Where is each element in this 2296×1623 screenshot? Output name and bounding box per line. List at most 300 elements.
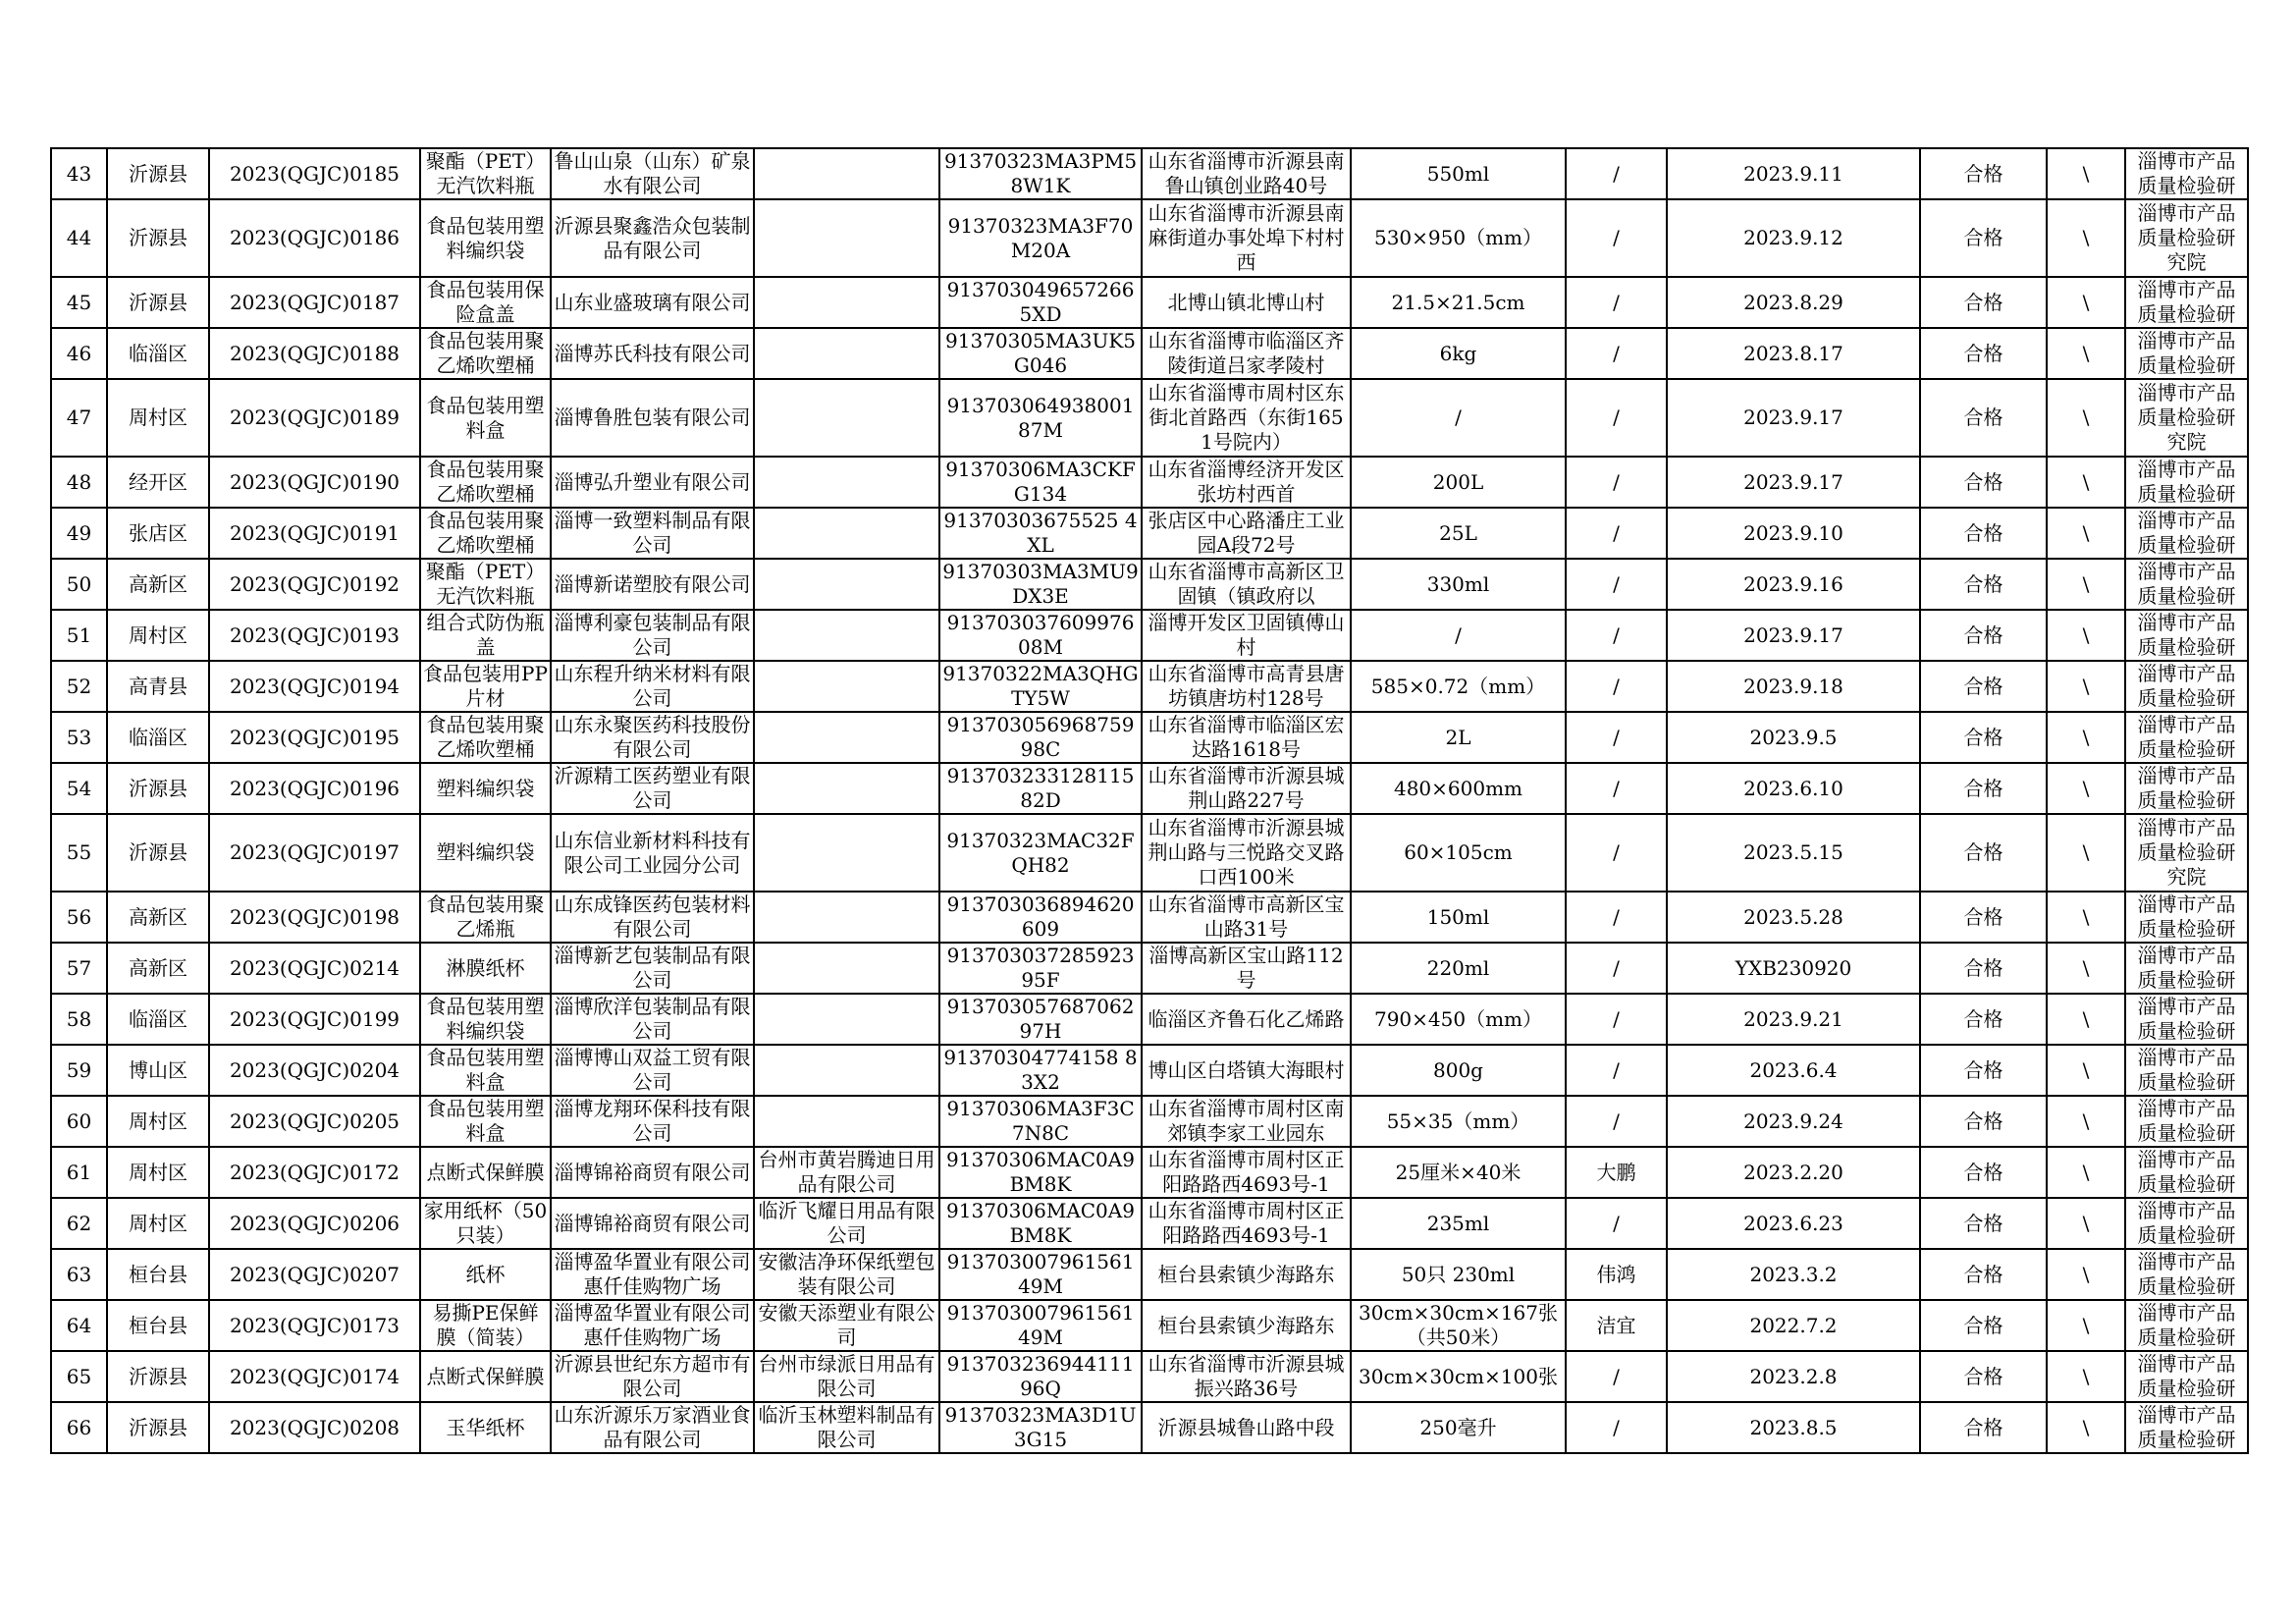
production-date-text: 2023.9.16: [1743, 571, 1843, 596]
specification: [1351, 148, 1566, 199]
credit-code-text: 91370303675525 4XL: [943, 509, 1138, 557]
production-date-text: 2023.9.24: [1743, 1109, 1843, 1133]
remark: [2047, 277, 2125, 328]
region: [107, 379, 209, 457]
table-row: [51, 1147, 2248, 1198]
brand-text: /: [1613, 1006, 1620, 1031]
producer-name: [551, 610, 754, 661]
address-text: 山东省淄博经济开发区张坊村西首: [1148, 458, 1345, 506]
producer-name-text: 山东永聚医药科技股份有限公司: [554, 713, 751, 761]
inspection-result: [1920, 199, 2047, 277]
region-text: 张店区: [129, 520, 187, 545]
producer-name-text: 山东成锋医药包装材料有限公司: [554, 893, 751, 941]
specification-text: 25厘米×40米: [1395, 1160, 1522, 1184]
product-name-text: 食品包装用聚乙烯吹塑桶: [426, 458, 545, 506]
manufacturer-name: [754, 814, 939, 892]
brand-text: /: [1613, 1109, 1620, 1133]
inspection-agency-text: 淄博市产品质量检验研: [2137, 764, 2236, 812]
inspection-agency-text: 淄博市产品质量检验研究院: [2137, 201, 2236, 274]
address-text: 山东省淄博市沂源县城荆山路与三悦路交叉路口西100米: [1148, 816, 1345, 889]
address-text: 山东省淄博市沂源县南麻街道办事处埠下村村西: [1148, 201, 1345, 274]
brand: [1566, 1300, 1667, 1351]
inspection-result: [1920, 148, 2047, 199]
row-number-text: 51: [66, 622, 92, 647]
credit-code: [939, 712, 1142, 763]
row-number-text: 58: [66, 1006, 92, 1031]
address: [1142, 1300, 1351, 1351]
region-text: 高新区: [129, 904, 187, 929]
specification-text: 530×950（mm）: [1373, 226, 1543, 249]
region-text: 沂源县: [129, 290, 187, 314]
row-number-text: 65: [66, 1364, 92, 1388]
sample-code: [209, 763, 420, 814]
brand: [1566, 661, 1667, 712]
manufacturer-name: [754, 148, 939, 199]
specification-text: 21.5×21.5cm: [1391, 290, 1525, 314]
row-number: [51, 994, 107, 1045]
product-name: [420, 661, 551, 712]
address: [1142, 379, 1351, 457]
credit-code-text: 91370323312811582D: [946, 764, 1135, 812]
region: [107, 1351, 209, 1402]
remark: [2047, 199, 2125, 277]
credit-code: [939, 1198, 1142, 1249]
inspection-result-text: 合格: [1963, 571, 2003, 596]
table-row: [51, 1198, 2248, 1249]
product-name-text: 聚酯（PET）无汽饮料瓶: [425, 560, 546, 608]
production-date-text: 2023.6.23: [1743, 1211, 1843, 1235]
production-date: [1667, 1147, 1920, 1198]
inspection-result: [1920, 559, 2047, 610]
specification-text: /: [1455, 622, 1462, 647]
brand: [1566, 994, 1667, 1045]
inspection-result-text: 合格: [1963, 290, 2003, 314]
manufacturer-name: [754, 610, 939, 661]
credit-code: [939, 148, 1142, 199]
producer-name-text: 淄博锦裕商贸有限公司: [554, 1160, 751, 1184]
producer-name: [551, 712, 754, 763]
address-text: 山东省淄博市临淄区齐陵街道吕家孝陵村: [1148, 329, 1345, 377]
producer-name-text: 淄博盈华置业有限公司惠仟佳购物广场: [554, 1250, 751, 1298]
brand: [1566, 943, 1667, 994]
product-name-text: 易撕PE保鲜膜（简装）: [432, 1301, 539, 1349]
credit-code: [939, 559, 1142, 610]
inspection-agency-text: 淄博市产品质量检验研: [2137, 1148, 2236, 1196]
sample-code-text: 2023(QGJC)0197: [229, 840, 400, 864]
inspection-agency-text: 淄博市产品质量检验研: [2137, 458, 2236, 506]
production-date: [1667, 763, 1920, 814]
manufacturer-name: [754, 1300, 939, 1351]
inspection-result-text: 合格: [1963, 955, 2003, 980]
specification-text: 60×105cm: [1404, 840, 1513, 864]
manufacturer-name: [754, 508, 939, 559]
row-number: [51, 148, 107, 199]
region: [107, 712, 209, 763]
sample-code: [209, 1402, 420, 1453]
row-number: [51, 1198, 107, 1249]
inspection-agency: [2125, 1045, 2248, 1096]
producer-name: [551, 763, 754, 814]
row-number-text: 44: [66, 226, 92, 249]
brand: [1566, 1402, 1667, 1453]
specification: [1351, 1351, 1566, 1402]
inspection-agency-text: 淄博市产品质量检验研: [2137, 1403, 2236, 1451]
remark: [2047, 610, 2125, 661]
row-number: [51, 661, 107, 712]
inspection-agency: [2125, 148, 2248, 199]
production-date: [1667, 457, 1920, 508]
inspection-result: [1920, 1045, 2047, 1096]
brand: [1566, 199, 1667, 277]
brand-text: 大鹏: [1596, 1160, 1636, 1184]
inspection-agency: [2125, 763, 2248, 814]
inspection-agency-text: 淄博市产品质量检验研: [2137, 560, 2236, 608]
table-row: [51, 199, 2248, 277]
product-name: [420, 1045, 551, 1096]
region: [107, 892, 209, 943]
address: [1142, 1147, 1351, 1198]
producer-name-text: 淄博盈华置业有限公司惠仟佳购物广场: [554, 1301, 751, 1349]
production-date: [1667, 1402, 1920, 1453]
inspection-result: [1920, 763, 2047, 814]
product-name: [420, 1402, 551, 1453]
brand: [1566, 1249, 1667, 1300]
address: [1142, 892, 1351, 943]
specification: [1351, 328, 1566, 379]
inspection-result-text: 合格: [1963, 1313, 2003, 1337]
producer-name: [551, 892, 754, 943]
product-name-text: 食品包装用塑料盒: [426, 393, 545, 442]
address: [1142, 199, 1351, 277]
brand-text: /: [1613, 341, 1620, 365]
producer-name: [551, 148, 754, 199]
production-date: [1667, 1198, 1920, 1249]
production-date: [1667, 379, 1920, 457]
production-date: [1667, 943, 1920, 994]
specification-text: 55×35（mm）: [1386, 1109, 1530, 1133]
remark: [2047, 1249, 2125, 1300]
production-date: [1667, 508, 1920, 559]
sample-code-text: 2023(QGJC)0206: [229, 1211, 400, 1235]
region-text: 沂源县: [129, 776, 187, 800]
region-text: 临淄区: [129, 725, 187, 749]
production-date: [1667, 994, 1920, 1045]
product-name-text: 食品包装用塑料盒: [426, 1097, 545, 1145]
specification: [1351, 661, 1566, 712]
inspection-agency: [2125, 892, 2248, 943]
specification: [1351, 610, 1566, 661]
brand: [1566, 457, 1667, 508]
producer-name-text: 淄博一致塑料制品有限公司: [554, 509, 751, 557]
inspection-result-text: 合格: [1963, 1057, 2003, 1082]
inspection-agency: [2125, 943, 2248, 994]
table-row: [51, 814, 2248, 892]
brand-text: /: [1613, 622, 1620, 647]
credit-code-text: 91370306MAC0A9BM8K: [946, 1199, 1135, 1247]
manufacturer-name: [754, 1045, 939, 1096]
specification: [1351, 1045, 1566, 1096]
region-text: 沂源县: [129, 226, 187, 249]
remark: [2047, 1351, 2125, 1402]
table-row: [51, 379, 2248, 457]
region-text: 临淄区: [129, 341, 187, 365]
manufacturer-name-text: 安徽洁净环保纸塑包装有限公司: [758, 1250, 935, 1298]
table-body: [51, 148, 2248, 1453]
remark-text: \: [2082, 1211, 2090, 1235]
credit-code: [939, 1351, 1142, 1402]
credit-code: [939, 814, 1142, 892]
brand: [1566, 712, 1667, 763]
address: [1142, 814, 1351, 892]
production-date: [1667, 814, 1920, 892]
remark: [2047, 712, 2125, 763]
credit-code-text: 91370305768706297H: [946, 995, 1135, 1043]
remark-text: \: [2082, 840, 2090, 864]
inspection-agency: [2125, 457, 2248, 508]
credit-code-text: 91370323MA3F70M20A: [947, 213, 1134, 262]
address-text: 博山区白塔镇大海眼村: [1148, 1057, 1345, 1082]
sample-code-text: 2023(QGJC)0199: [229, 1006, 400, 1031]
region: [107, 763, 209, 814]
product-name: [420, 148, 551, 199]
credit-code-text: 913703049657266 5XD: [946, 278, 1135, 326]
brand-text: /: [1613, 1415, 1620, 1439]
credit-code: [939, 277, 1142, 328]
inspection-result-text: 合格: [1963, 226, 2003, 249]
production-date-text: 2023.9.12: [1743, 226, 1843, 249]
remark-text: \: [2082, 341, 2090, 365]
row-number: [51, 1300, 107, 1351]
sample-code: [209, 199, 420, 277]
address: [1142, 610, 1351, 661]
producer-name: [551, 328, 754, 379]
product-name: [420, 610, 551, 661]
brand: [1566, 1045, 1667, 1096]
credit-code: [939, 1096, 1142, 1147]
brand-text: /: [1613, 161, 1620, 186]
row-number-text: 52: [66, 674, 92, 698]
row-number-text: 50: [66, 571, 92, 596]
inspection-agency-text: 淄博市产品质量检验研: [2137, 893, 2236, 941]
row-number: [51, 277, 107, 328]
region: [107, 508, 209, 559]
sample-code: [209, 712, 420, 763]
sample-code-text: 2023(QGJC)0185: [229, 161, 400, 186]
production-date: [1667, 1249, 1920, 1300]
address-text: 沂源县城鲁山路中段: [1157, 1415, 1335, 1439]
region: [107, 457, 209, 508]
product-name: [420, 1300, 551, 1351]
brand-text: /: [1613, 955, 1620, 980]
manufacturer-name-text: 临沂玉林塑料制品有限公司: [758, 1403, 935, 1451]
product-name-text: 食品包装用塑料盒: [426, 1046, 545, 1094]
row-number: [51, 559, 107, 610]
production-date: [1667, 199, 1920, 277]
production-date: [1667, 892, 1920, 943]
remark: [2047, 508, 2125, 559]
inspection-agency-text: 淄博市产品质量检验研: [2137, 1046, 2236, 1094]
brand-text: /: [1613, 776, 1620, 800]
remark: [2047, 1300, 2125, 1351]
credit-code: [939, 1402, 1142, 1453]
table-row: [51, 328, 2248, 379]
credit-code-text: 91370303MA3MU9DX3E: [942, 560, 1139, 608]
inspection-agency-text: 淄博市产品质量检验研: [2137, 329, 2236, 377]
remark: [2047, 892, 2125, 943]
inspection-result: [1920, 994, 2047, 1045]
address: [1142, 1402, 1351, 1453]
remark: [2047, 763, 2125, 814]
credit-code-text: 91370323MA3D1U3G15: [944, 1403, 1137, 1451]
remark-text: \: [2082, 290, 2090, 314]
inspection-result: [1920, 1096, 2047, 1147]
region-text: 周村区: [129, 622, 187, 647]
row-number: [51, 508, 107, 559]
region: [107, 1096, 209, 1147]
production-date-text: 2022.7.2: [1749, 1313, 1838, 1337]
address-text: 桓台县索镇少海路东: [1157, 1262, 1335, 1286]
sample-code: [209, 943, 420, 994]
brand-text: /: [1613, 725, 1620, 749]
inspection-result-text: 合格: [1963, 776, 2003, 800]
product-name: [420, 1147, 551, 1198]
address: [1142, 148, 1351, 199]
sample-code-text: 2023(QGJC)0193: [229, 622, 400, 647]
sampling-results-table: [50, 147, 2249, 1454]
producer-name: [551, 1402, 754, 1453]
inspection-agency: [2125, 1249, 2248, 1300]
region: [107, 1147, 209, 1198]
region-text: 临淄区: [129, 1006, 187, 1031]
production-date-text: 2023.9.10: [1743, 520, 1843, 545]
producer-name-text: 山东程升纳米材料有限公司: [554, 662, 751, 710]
production-date-text: 2023.8.17: [1743, 341, 1843, 365]
specification-text: /: [1455, 406, 1462, 429]
credit-code: [939, 1300, 1142, 1351]
remark: [2047, 814, 2125, 892]
inspection-result: [1920, 277, 2047, 328]
region-text: 沂源县: [129, 161, 187, 186]
address-text: 山东省淄博市高新区宝山路31号: [1148, 893, 1345, 941]
sample-code: [209, 277, 420, 328]
credit-code-text: 91370323694411196Q: [946, 1352, 1135, 1400]
inspection-result: [1920, 328, 2047, 379]
brand: [1566, 559, 1667, 610]
address: [1142, 508, 1351, 559]
specification-text: 235ml: [1426, 1211, 1490, 1235]
producer-name-text: 淄博弘升塑业有限公司: [554, 469, 751, 494]
brand: [1566, 1351, 1667, 1402]
region: [107, 328, 209, 379]
remark-text: \: [2082, 622, 2090, 647]
product-name-text: 食品包装用PP片材: [423, 662, 548, 710]
specification: [1351, 508, 1566, 559]
inspection-result-text: 合格: [1963, 840, 2003, 864]
brand-text: /: [1613, 571, 1620, 596]
address-text: 淄博开发区卫固镇傅山村: [1148, 611, 1345, 659]
inspection-agency: [2125, 379, 2248, 457]
product-name: [420, 712, 551, 763]
brand: [1566, 277, 1667, 328]
row-number: [51, 763, 107, 814]
inspection-result-text: 合格: [1963, 674, 2003, 698]
specification: [1351, 1147, 1566, 1198]
brand: [1566, 328, 1667, 379]
sample-code-text: 2023(QGJC)0204: [229, 1057, 400, 1082]
production-date-text: 2023.9.18: [1743, 674, 1843, 698]
production-date-text: 2023.9.17: [1743, 469, 1843, 494]
inspection-result-text: 合格: [1963, 1211, 2003, 1235]
inspection-agency-text: 淄博市产品质量检验研: [2137, 662, 2236, 710]
product-name-text: 纸杯: [465, 1262, 506, 1286]
address: [1142, 1096, 1351, 1147]
table-row: [51, 559, 2248, 610]
inspection-result-text: 合格: [1963, 1006, 2003, 1031]
production-date: [1667, 148, 1920, 199]
specification: [1351, 1198, 1566, 1249]
region-text: 经开区: [129, 469, 187, 494]
inspection-result-text: 合格: [1963, 622, 2003, 647]
remark-text: \: [2082, 1364, 2090, 1388]
address: [1142, 559, 1351, 610]
sample-code: [209, 610, 420, 661]
producer-name: [551, 559, 754, 610]
row-number-text: 55: [66, 840, 92, 864]
remark: [2047, 379, 2125, 457]
producer-name-text: 山东业盛玻璃有限公司: [554, 290, 751, 314]
address: [1142, 457, 1351, 508]
product-name-text: 食品包装用塑料编织袋: [426, 213, 545, 262]
producer-name-text: 淄博苏氏科技有限公司: [554, 341, 751, 365]
remark-text: \: [2082, 520, 2090, 545]
brand-text: /: [1613, 290, 1620, 314]
address-text: 山东省淄博市周村区正阳路路西4693号-1: [1148, 1199, 1345, 1247]
region: [107, 277, 209, 328]
brand: [1566, 1198, 1667, 1249]
address: [1142, 1198, 1351, 1249]
producer-name-text: 淄博利豪包装制品有限公司: [554, 611, 751, 659]
row-number-text: 43: [66, 161, 92, 186]
row-number-text: 57: [66, 955, 92, 980]
region-text: 周村区: [129, 1211, 187, 1235]
credit-code: [939, 328, 1142, 379]
inspection-agency-text: 淄博市产品质量检验研究院: [2137, 381, 2236, 454]
region: [107, 148, 209, 199]
region: [107, 1249, 209, 1300]
inspection-agency-text: 淄博市产品质量检验研: [2137, 1199, 2236, 1247]
brand: [1566, 379, 1667, 457]
table-row: [51, 994, 2248, 1045]
inspection-result-text: 合格: [1963, 520, 2003, 545]
inspection-result-text: 合格: [1963, 406, 2003, 429]
remark-text: \: [2082, 1160, 2090, 1184]
address: [1142, 1045, 1351, 1096]
row-number-text: 53: [66, 725, 92, 749]
specification: [1351, 199, 1566, 277]
brand: [1566, 508, 1667, 559]
inspection-agency-text: 淄博市产品质量检验研: [2137, 1097, 2236, 1145]
producer-name-text: 淄博龙翔环保科技有限公司: [554, 1097, 751, 1145]
product-name-text: 塑料编织袋: [436, 840, 535, 864]
address: [1142, 712, 1351, 763]
sample-code-text: 2023(QGJC)0198: [229, 904, 400, 929]
inspection-agency-text: 淄博市产品质量检验研: [2137, 509, 2236, 557]
remark: [2047, 148, 2125, 199]
brand: [1566, 763, 1667, 814]
row-number-text: 60: [66, 1109, 92, 1133]
remark-text: \: [2082, 469, 2090, 494]
producer-name: [551, 1249, 754, 1300]
